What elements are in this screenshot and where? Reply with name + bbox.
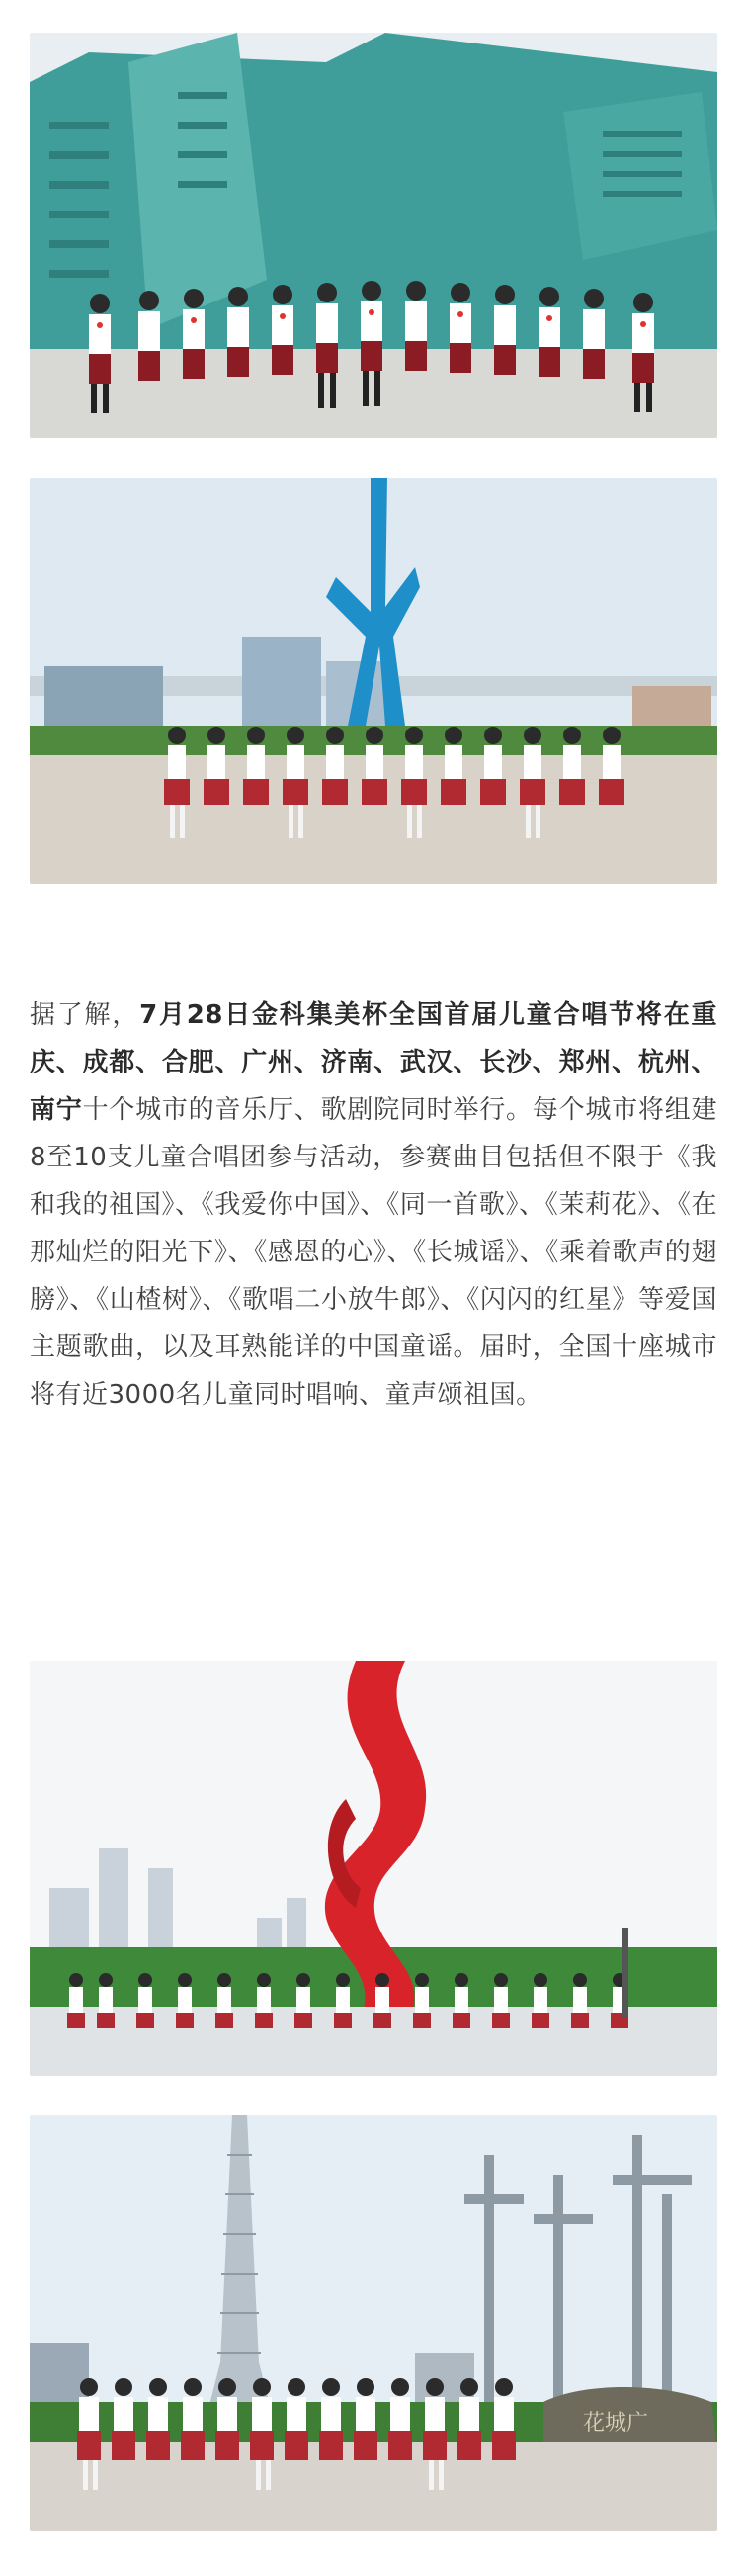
photo-children-red-sculpture	[30, 1661, 717, 2076]
photo-children-canton-tower	[30, 2115, 717, 2531]
watermark-sub: 吉屋	[676, 2540, 713, 2562]
article-body: 十个城市的音乐厅、歌剧院同时举行。每个城市将组建8至10支儿童合唱团参与活动，参赛曲目包括但不限于《我和我的祖国》、《我爱你中国》、《同一首歌》、《茉莉花》、《在那灿烂的阳光下》、《感恩的心》、《长城谣》、《乘着歌声的翅膀》、《山楂树》、《歌唱二小放牛郎》、《闪闪的红星》等爱国主题歌曲，以及耳熟能详的中国童谣。届时，全国十座城市将有近3000名儿童同时唱响、童声颂祖国。	[30, 1095, 717, 1410]
photo-children-blue-sculpture	[30, 478, 717, 884]
photo-children-teal-building	[30, 33, 717, 438]
article-highlight: 7月28日金科集美杯全国首届儿童合唱节将在重庆、成都、合肥、广州、济南、武汉、长沙、郑州、杭州、南宁	[30, 1000, 717, 1125]
jiwu-watermark	[579, 2529, 713, 2568]
article-paragraph	[30, 991, 717, 1418]
watermark-brand: JIWU	[578, 2529, 672, 2568]
article-lead: 据了解，	[30, 1000, 140, 1030]
stone-sign-text: 花城广	[583, 2411, 649, 2436]
